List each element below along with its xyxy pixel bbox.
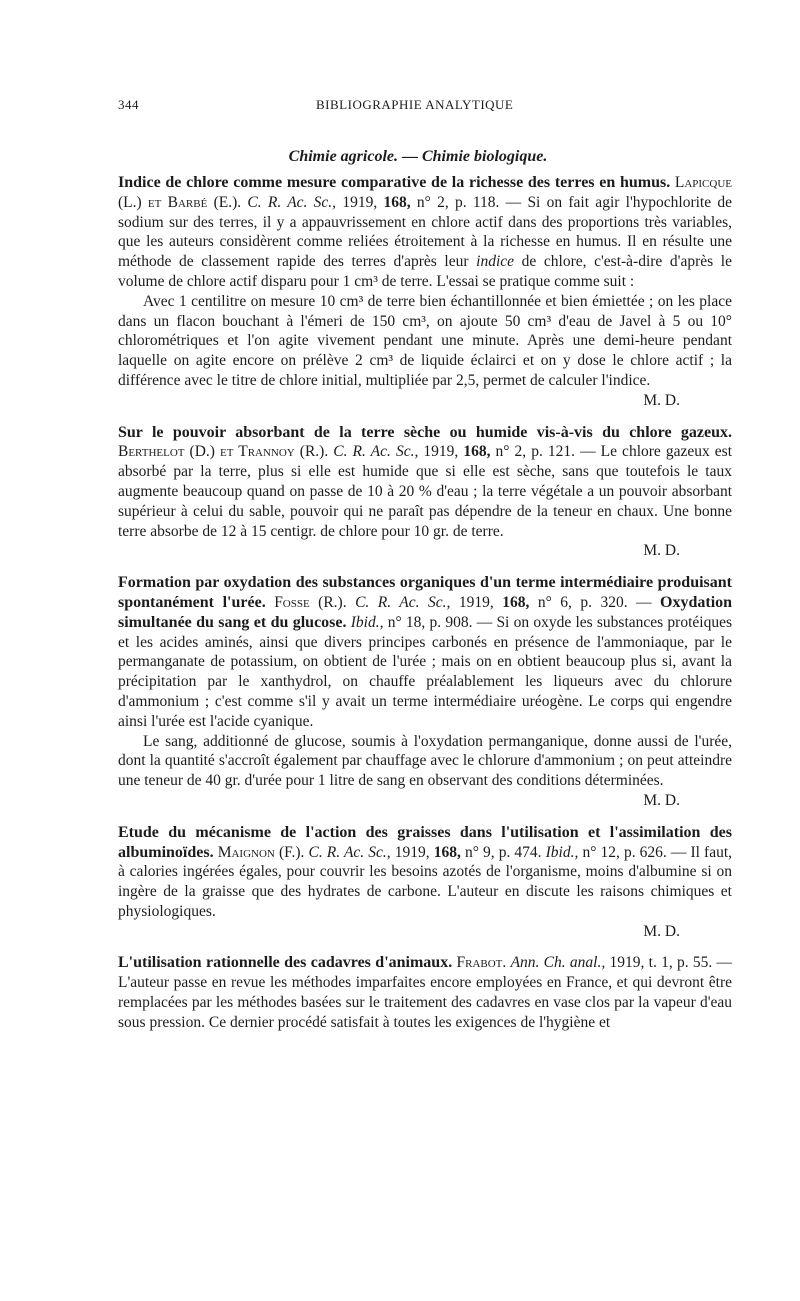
entry-paragraph xyxy=(118,953,732,1032)
entry-journal: C. R. Ac. Sc., xyxy=(355,593,451,611)
entry-pages: n° 6, p. 320. — xyxy=(537,593,652,611)
entry-volume: 168, xyxy=(502,593,530,611)
entry-body: de chlore, c'est-à-dire d'après le volume de chlore actif disparu pour 1 cm³ de terre. L'essai se pratique comme suit : xyxy=(118,253,732,290)
entry-signature: M. D. xyxy=(643,922,680,940)
entry-paragraph xyxy=(118,732,732,791)
entry-body: Si on oxyde les substances protéiques et les acides aminés, ainsi que divers principes carbonés en présence de l'ammoniaque, par le permanganate de potassium, on obtient de l'urée ; mais on en obtient beaucoup plus si, avant la précipitation par le xanthydrol, on chauffe préalablement les liqueurs avec du chlorure d'ammonium ; c'est comme s'il y avait un terme intermédiaire uréogène. Le corps qui engendre ainsi l'urée est l'acide cyanique. xyxy=(118,613,732,730)
entry-journal-secondary: Ibid., xyxy=(545,843,579,861)
entry-body: Si on fait agir l'hypochlorite de sodium sur des terres, il y a appauvrissement en chlore actif dans des proportions très variables, que les auteurs considèrent comme reliées étroitement à la richesse en humus. Il en résulte une méthode de classement rapide des terres d'après leur xyxy=(118,193,733,271)
entry-paragraph xyxy=(118,423,732,542)
running-head xyxy=(118,97,718,117)
entry-pages: n° 2, p. 118. — xyxy=(416,193,522,211)
entry-author: Maignon (F.). xyxy=(217,843,305,861)
entry-paragraph xyxy=(118,173,732,292)
entry-year: 1919, xyxy=(394,843,430,861)
entry-body: Le sang, additionné de glucose, soumis à l'oxydation permanganique, donne aussi de l'urée, dont la quantité s'accroît également par chauffage avec le chlorure d'ammonium ; on peut atteindre une teneur de 40 gr. d'urée pour 1 litre de sang en observant des conditions déterminées. xyxy=(118,732,732,790)
entry-author: Berthelot (D.) et Trannoy (R.). xyxy=(118,443,329,461)
entry-author: Frabot. xyxy=(456,954,507,972)
entry-title: Sur le pouvoir absorbant de la terre sèche ou humide vis-à-vis du chlore gazeux. xyxy=(118,423,732,441)
entry-pages: n° 2, p. 121. — xyxy=(495,443,596,461)
body-text xyxy=(118,173,732,1033)
entry-signature: M. D. xyxy=(643,791,680,809)
entry-year: 1919, xyxy=(458,593,494,611)
section-title: Chimie agricole. — Chimie biologique. xyxy=(288,148,548,165)
entry-title: Formation par oxydation des substances organiques d'un terme intermédiaire produisant spontanément l'urée. xyxy=(118,574,732,611)
entry-body: L'auteur passe en revue les méthodes imparfaites encore employées en France, et qui devront être remplacées par les méthodes basées sur le traitement des cadavres en vase clos par la vapeur d'eau sous pression. Ce dernier procédé satisfait à toutes les exigences de l'hygiène et xyxy=(118,974,732,1031)
entry-author: Lapicque (L.) et Barbé (E.). xyxy=(118,174,732,211)
entry-volume: 168, xyxy=(433,843,461,861)
entry-paragraph xyxy=(118,823,732,922)
entry-journal: C. R. Ac. Sc., xyxy=(333,443,419,461)
entry-paragraph xyxy=(118,292,732,391)
running-title: BIBLIOGRAPHIE ANALYTIQUE xyxy=(316,97,514,112)
entry-body: Avec 1 centilitre on mesure 10 cm³ de terre bien échantillonnée et bien émiettée ; on les place dans un flacon bouchant à l'émeri de 150 cm³, on ajoute 50 cm³ d'eau de Javel à 5 ou 10° chlorométriques et l'on agite vivement pendant une minute. Après une demi-heure pendant laquelle on agite encore on prélève 2 cm³ de liquide éclairci et on y dose le chlore actif ; la différence avec le titre de chlore initial, multipliée par 2,5, permet de calculer l'indice. xyxy=(118,292,732,389)
entry-body-italic: indice xyxy=(476,253,515,271)
entry-year: 1919, xyxy=(342,193,378,211)
entry-body: Le chlore gazeux est absorbé par la terre, plus si elle est humide que si elle est sèche, sans que toutefois le taux augmente beaucoup quand on passe de 10 à 20 % d'eau ; la terre végétale a un pouvoir absorbant supérieur à celui du sable, pouvoir qui ne paraît pas dépendre de la teneur en chaux. Une bonne terre absorbe de 12 à 15 centigr. de chlore pour 10 gr. de terre. xyxy=(118,443,733,540)
entry-title: Indice de chlore comme mesure comparative de la richesse des terres en humus. xyxy=(118,174,671,191)
entry-title: Etude du mécanisme de l'action des graisses dans l'utilisation et l'assimilation des albuminoïdes. xyxy=(118,823,732,861)
entry-journal-secondary: Ibid., xyxy=(350,613,384,631)
entry-pages: n° 9, p. 474. xyxy=(464,843,542,861)
entry-signature: M. D. xyxy=(643,391,680,409)
page-number: 344 xyxy=(118,97,139,112)
entry-year: 1919, xyxy=(423,443,459,461)
entry-pages-secondary: n° 12, p. 626. — xyxy=(582,843,687,861)
entry-volume: 168, xyxy=(463,443,491,461)
entry-title-secondary: Oxydation simultanée du sang et du glucose. xyxy=(118,593,733,631)
entry-volume: 168, xyxy=(383,193,411,211)
entry-author: Fosse (R.). xyxy=(274,593,347,611)
entry-journal: C. R. Ac. Sc., xyxy=(308,843,391,861)
entry-pages: t. 1, p. 55. — xyxy=(648,954,733,972)
entry-journal: C. R. Ac. Sc., xyxy=(247,193,337,211)
entry-year: 1919, xyxy=(609,954,645,972)
entry-body: Il faut, à calories ingérées égales, pour couvrir les besoins azotés de l'organisme, moins d'albumine si on ingère de la graisse que des hydrates de carbone. L'auteur en discute les raisons chimiques et physiologiques. xyxy=(118,843,733,920)
entry-signature: M. D. xyxy=(643,542,680,560)
entry-journal: Ann. Ch. anal., xyxy=(510,954,606,972)
entry-paragraph xyxy=(118,573,732,731)
entry-title: L'utilisation rationnelle des cadavres d'animaux. xyxy=(118,954,453,972)
entry-pages-secondary: n° 18, p. 908. — xyxy=(387,613,493,631)
